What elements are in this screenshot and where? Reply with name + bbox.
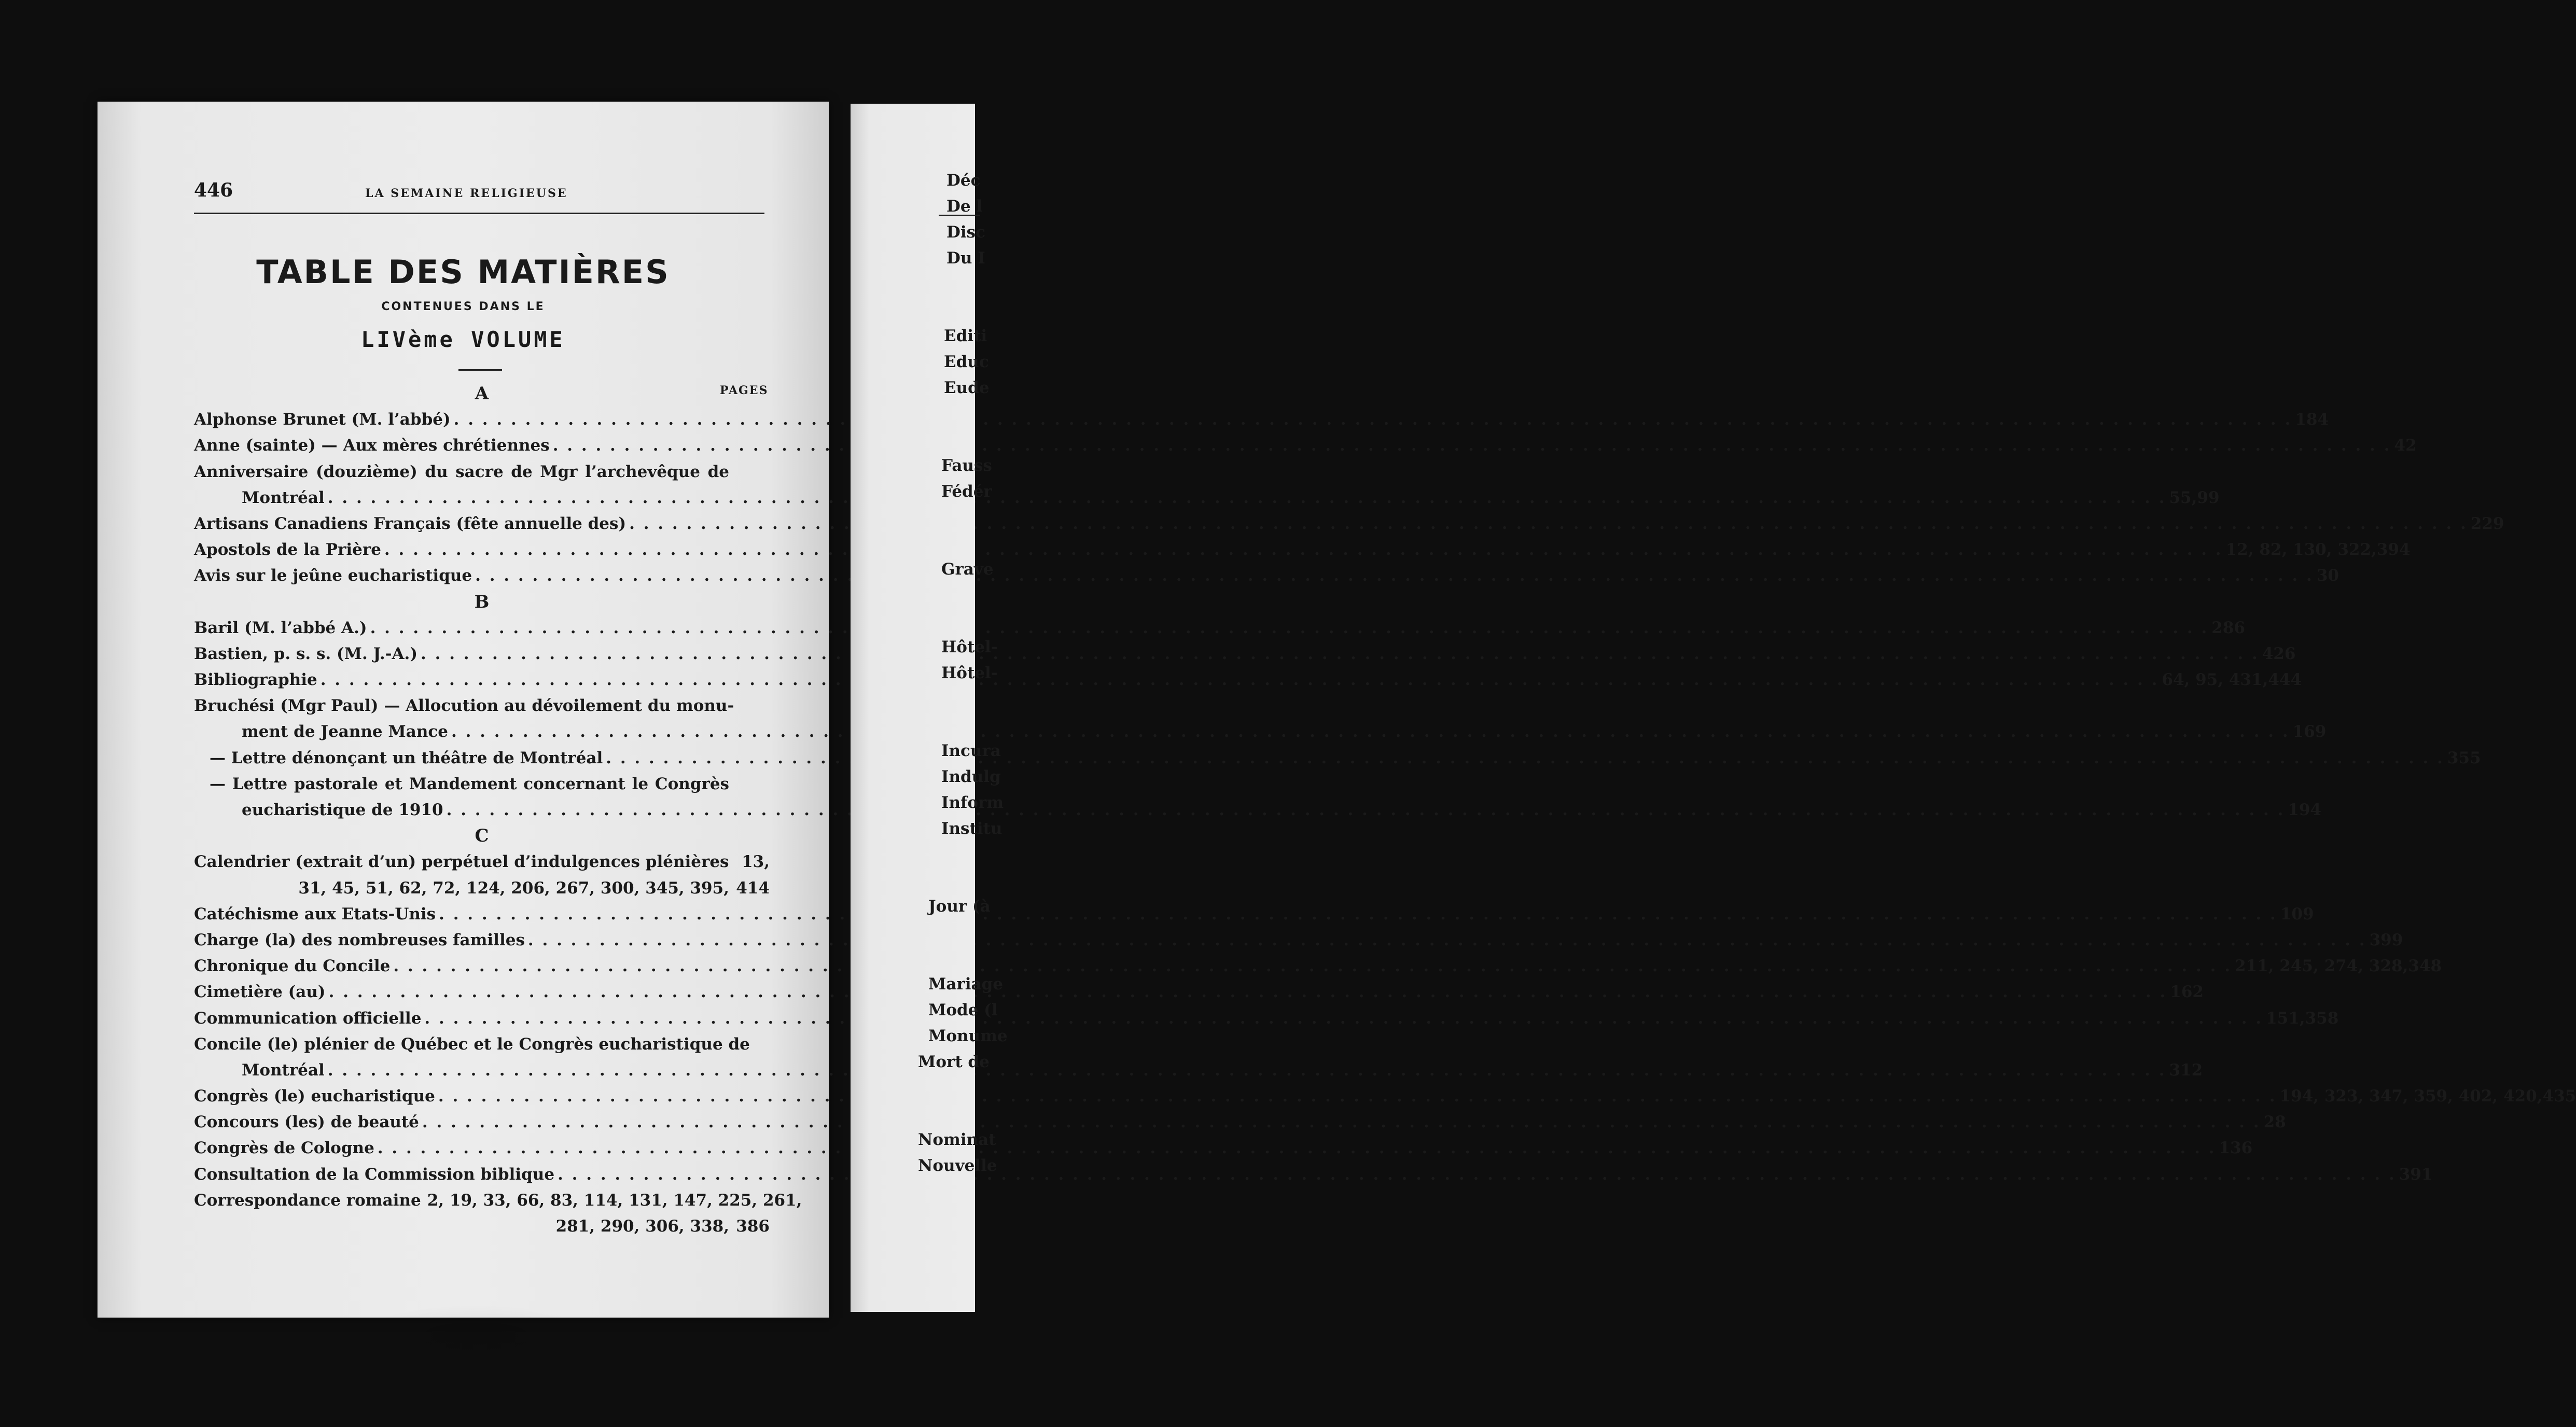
entry-title: Cimetière (au) — [194, 983, 326, 1002]
section-letter: B — [474, 591, 490, 612]
right-page-entry-fragment: Déc — [946, 171, 981, 190]
dot-leader — [328, 1057, 2166, 1083]
entry-title: Calendrier (extrait d’un) perpétuel d’indulgences plénières — [194, 852, 729, 872]
list-item — [194, 771, 770, 797]
entry-page: 391 — [2399, 1165, 2433, 1184]
entry-page: 169 — [2292, 722, 2327, 742]
entry-title: Concile (le) plénier de Québec et le Congrès eucharistique de — [194, 1034, 750, 1054]
dot-leader — [384, 537, 2223, 563]
entry-page: 13, — [742, 852, 770, 872]
entry-page: 162 — [2170, 983, 2204, 1002]
dot-leader — [370, 615, 2209, 641]
entry-title: Catéchisme aux Etats-Unis — [194, 904, 436, 924]
entry-title: — Lettre pastorale et Mandement concernant le Congrès — [210, 774, 729, 793]
right-page — [851, 104, 1008, 1312]
dot-leader — [558, 1162, 2396, 1187]
entry-page: 42 — [2394, 436, 2417, 455]
entry-title: Montréal — [242, 488, 325, 507]
right-page-entry-fragment: Jour (à — [928, 897, 991, 916]
right-page-entry-fragment: Hôtel- — [941, 638, 998, 656]
volume-title: LIVème VOLUME — [361, 327, 565, 352]
entry-page: 194 — [2288, 801, 2322, 819]
entry-refs: 151, — [2266, 1009, 2305, 1028]
right-page-entry-fragment: Du I — [946, 249, 985, 268]
list-item — [194, 927, 2403, 953]
list-item — [194, 615, 2245, 641]
entry-refs: 194, 323, 347, 359, 402, 420, — [2279, 1087, 2543, 1106]
right-page-entry-fragment: Inform — [941, 793, 1004, 812]
right-page-entry-fragment: Hôtel- — [941, 664, 998, 682]
header-rule — [194, 213, 764, 214]
entry-title: Apostols de la Prière — [194, 540, 381, 559]
entry-page: 229 — [2470, 514, 2504, 533]
right-page-entry-fragment: Fédér — [941, 482, 992, 501]
entry-page: 30 — [2316, 566, 2339, 585]
right-page-entry-fragment: Incura — [941, 742, 1001, 760]
entry-refs: 2, 19, 33, 66, 83, 114, 131, 147, 225, 261, — [427, 1191, 802, 1210]
entry-title: Anne (sainte) — Aux mères chrétiennes — [194, 436, 550, 455]
entry-title: Congrès (le) eucharistique — [194, 1087, 435, 1106]
right-page-entry-fragment: Institu — [941, 819, 1002, 838]
dot-leader — [553, 432, 2391, 458]
page-header — [194, 179, 764, 202]
title-rule — [458, 369, 502, 371]
entry-title: Anniversaire (douzième) du sacre de Mgr l’archevêque de — [194, 462, 729, 481]
entry-refs: 12, 82, 130, 322, — [2225, 540, 2377, 559]
dot-leader — [439, 901, 2277, 927]
entry-title: Chronique du Concile — [194, 957, 391, 976]
right-page-entry-fragment: Mort de — [918, 1053, 990, 1071]
dot-leader — [321, 667, 2159, 693]
list-item — [194, 1109, 2286, 1135]
entry-refs: 281, 290, 306, 338, — [555, 1217, 729, 1236]
dot-leader — [329, 979, 2167, 1005]
right-page-entry-fragment: Fauss — [941, 456, 992, 475]
dot-leader — [447, 797, 2285, 823]
right-page-entry-fragment: De l — [946, 197, 983, 216]
dot-leader — [378, 1135, 2216, 1161]
entry-page: 414 — [736, 878, 770, 898]
pages-column-header: PAGES — [720, 384, 769, 397]
dot-leader — [424, 1005, 2263, 1031]
dot-leader — [451, 719, 2290, 745]
entry-page: 394 — [2376, 540, 2411, 559]
entry-title: Charge (la) des nombreuses familles — [194, 930, 525, 949]
right-page-entry-fragment: Nominat — [918, 1130, 996, 1149]
entry-page: 184 — [2295, 410, 2329, 429]
list-item — [194, 511, 2504, 537]
entry-title: Baril (M. l’abbé A.) — [194, 618, 367, 637]
section-letter: C — [475, 826, 489, 847]
list-item — [194, 459, 770, 485]
list-item — [194, 432, 2417, 458]
entry-refs: 64, 95, 431, — [2162, 670, 2268, 690]
right-page-entry-fragment: Editi — [944, 327, 987, 345]
list-item — [194, 953, 2442, 979]
entry-title: Artisans Canadiens Français (fête annuelle des) — [194, 514, 626, 533]
list-item — [194, 1031, 770, 1057]
entry-title: Bastien, p. s. s. (M. J.-A.) — [194, 644, 418, 663]
entry-title: Montréal — [242, 1060, 325, 1080]
entry-title: — Lettre dénonçant un théâtre de Montréal — [210, 748, 603, 767]
entry-title: Concours (les) de beauté — [194, 1113, 419, 1132]
entry-page: 399 — [2369, 930, 2403, 949]
list-item — [194, 407, 2329, 432]
entry-page: 348 — [2408, 957, 2442, 976]
dot-leader — [438, 1083, 2277, 1109]
entry-page: 286 — [2211, 618, 2245, 637]
page-number: 446 — [194, 179, 233, 201]
list-item — [194, 1187, 802, 1213]
entry-title: Avis sur le jeûne eucharistique — [194, 566, 472, 585]
entry-page: 386 — [736, 1217, 770, 1236]
entry-continuation — [194, 1213, 770, 1239]
entry-title: Congrès de Cologne — [194, 1139, 374, 1158]
page-title: TABLE DES MATIÈRES — [256, 253, 670, 291]
entry-title: Bibliographie — [194, 670, 317, 690]
entry-continuation — [194, 875, 770, 901]
entry-refs: 31, 45, 51, 62, 72, 124, 206, 267, 300, 345, 395, — [298, 878, 729, 898]
dot-leader — [454, 407, 2292, 432]
list-item — [194, 719, 2327, 745]
right-page-entry-fragment: Educ — [944, 353, 989, 371]
entry-title: ment de Jeanne Mance — [242, 722, 448, 742]
dot-leader — [393, 953, 2232, 979]
entry-title: Communication officielle — [194, 1009, 422, 1028]
entry-page: 312 — [2169, 1060, 2203, 1080]
entry-page: 99 — [2197, 488, 2220, 507]
entry-page: 136 — [2219, 1139, 2253, 1158]
subtitle: CONTENUES DANS LE — [381, 300, 545, 313]
right-page-entry-fragment: Eude — [944, 379, 990, 397]
right-page-entry-fragment: Grave — [941, 560, 994, 579]
right-page-entry-fragment: Indulg — [941, 767, 1001, 786]
entry-page: 355 — [2447, 748, 2481, 767]
entry-title: eucharistique de 1910 — [242, 801, 443, 819]
right-page-entry-fragment: Disc — [946, 223, 985, 242]
right-page-entry-fragment: Mariage — [928, 975, 1003, 994]
entry-title: Correspondance romaine — [194, 1191, 421, 1210]
running-title: LA SEMAINE RELIGIEUSE — [365, 187, 568, 200]
section-letter: A — [475, 383, 489, 404]
entry-page: 435 — [2542, 1087, 2576, 1106]
entry-page: 426 — [2262, 644, 2296, 663]
list-item — [194, 1083, 2576, 1109]
entry-title: Bruchési (Mgr Paul) — Allocution au dévoilement du monu- — [194, 696, 734, 716]
entry-refs: 55, — [2169, 488, 2197, 507]
entry-page: 444 — [2268, 670, 2302, 690]
entry-page: 109 — [2280, 904, 2314, 924]
right-page-entry-fragment: Monume — [928, 1027, 1008, 1045]
entry-refs: 211, 245, 274, 328, — [2234, 957, 2408, 976]
right-page-entry-fragment: Nouvelle — [918, 1156, 997, 1175]
dot-leader — [421, 641, 2259, 667]
dot-leader — [422, 1109, 2261, 1135]
entry-title: Alphonse Brunet (M. l’abbé) — [194, 410, 451, 429]
library-stamp — [357, 1305, 595, 1367]
entry-title: Consultation de la Commission biblique — [194, 1165, 555, 1184]
dot-leader — [528, 927, 2366, 953]
list-item — [194, 693, 770, 719]
right-page-entry-fragment: Mode (l — [928, 1001, 998, 1019]
list-item — [194, 537, 2411, 563]
dot-leader — [475, 563, 2314, 589]
list-item — [194, 849, 770, 875]
dot-leader — [328, 485, 2166, 511]
entry-page: 358 — [2305, 1009, 2339, 1028]
entry-page: 28 — [2263, 1113, 2286, 1132]
